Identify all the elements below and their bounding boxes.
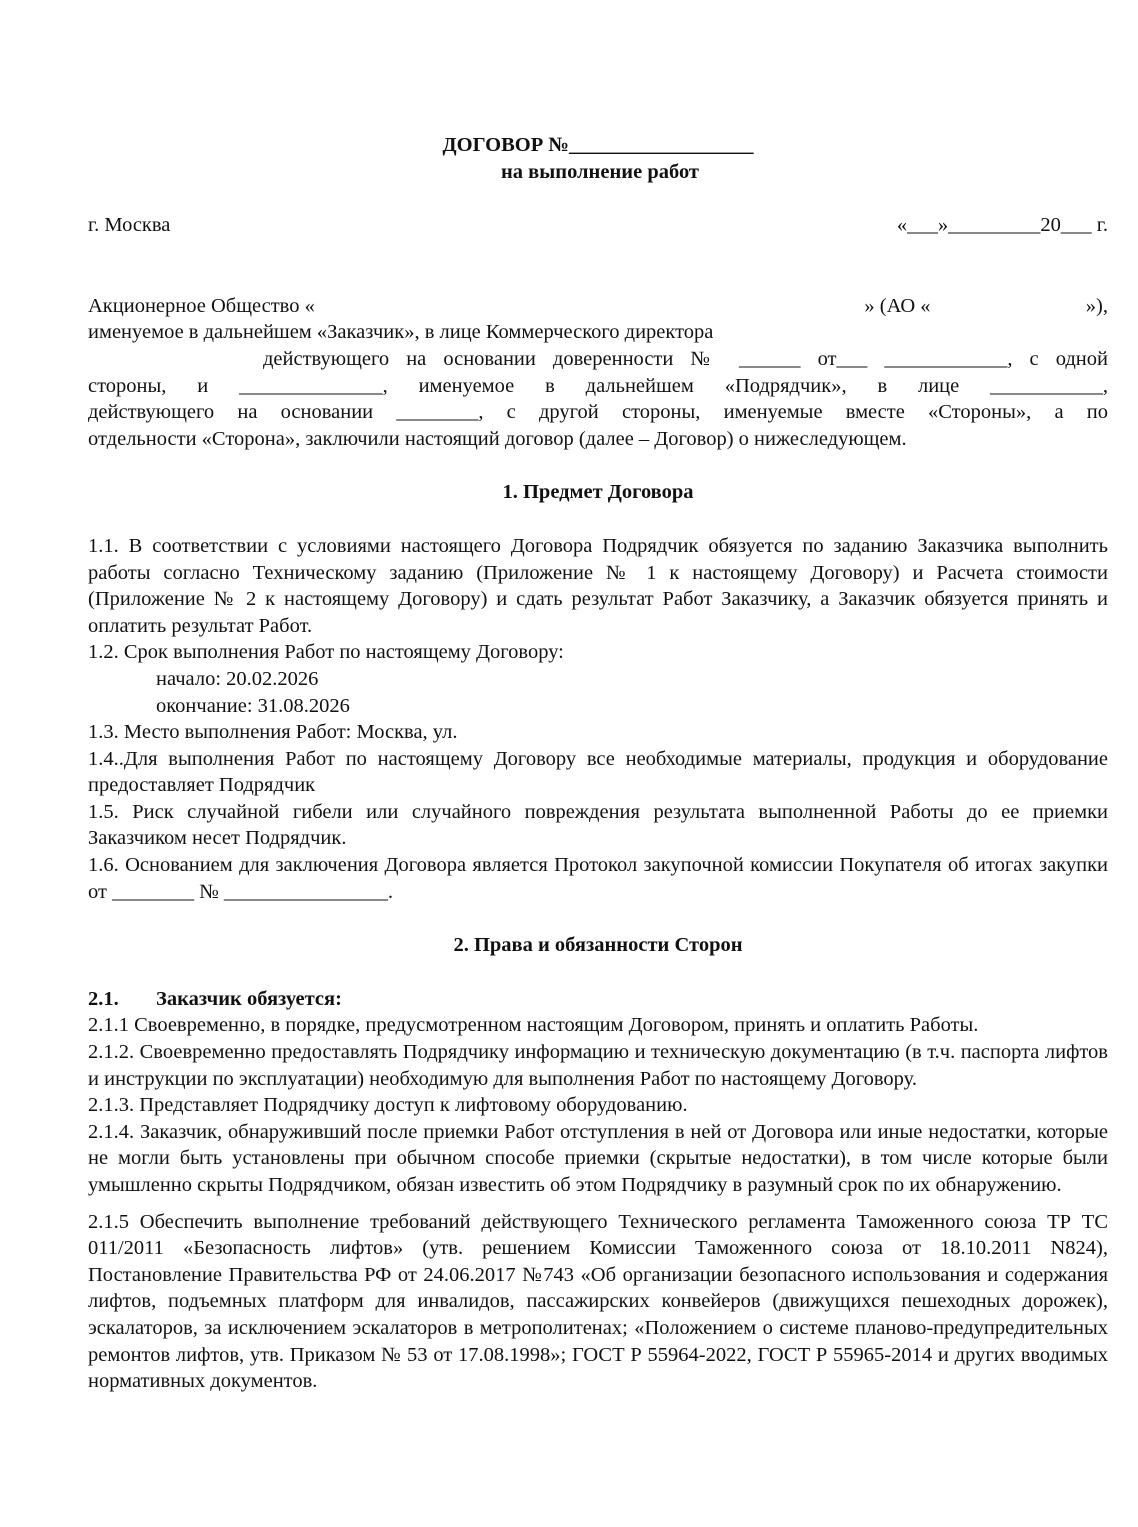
contract-subtitle: на выполнение работ [501, 160, 699, 183]
preamble-line-6: отдельности «Сторона», заключили настоящий договор (далее – Договор) о нижеследующем. [88, 427, 907, 450]
subsection-2-1-label: Заказчик обязуется: [156, 987, 342, 1010]
preamble-company-suffix: »), [1085, 294, 1108, 317]
preamble-line-4: стороны, и ______________, именуемое в дальнейшем «Подрядчик», в лице ___________, [88, 374, 1108, 397]
preamble-line-3: действующего на основании доверенности № ______ от___ ____________, с одной [263, 347, 1108, 370]
clause-2-1-5: 2.1.5 Обеспечить выполнение требований действующего Технического регламента Таможенного союза ТР ТС 011/2011 «Безопасность лифтов» (утв. решением Комиссии Таможенного союза от 18.10.2011 N824), Постановление Правительства РФ от 24.06.2017 №743 «Об организации безопасного использования и содержания лифтов, подъемных платформ для инвалидов, пассажирских конвейеров (движущихся пешеходных дорожек), эскалаторов, за исключением эскалаторов в метрополитенах; «Положением о системе планово-предупредительных ремонтов лифтов, утв. Приказом № 53 от 17.08.1998»; ГОСТ Р 55964-2022, ГОСТ Р 55965-2014 и других вводимых нормативных документов. [88, 1210, 1108, 1393]
clause-1-3: 1.3. Место выполнения Работ: Москва, ул. [88, 721, 458, 744]
subsection-2-1-number: 2.1. [88, 987, 119, 1010]
clause-1-2-end: окончание: 31.08.2026 [156, 694, 350, 717]
section-1-title: 1. Предмет Договора [502, 481, 694, 504]
clause-1-1: 1.1. В соответствии с условиями настоящего Договора Подрядчик обязуется по заданию Заказчика выполнить работы согласно Техническому заданию (Приложение № 1 к настоящему Договору) и Расчета стоимости (Приложение № 2 к настоящему Договору) и сдать результат Работ Заказчику, а Заказчик обязуется принять и оплатить результат Работ. [88, 534, 1108, 637]
clause-2-1-1: 2.1.1 Своевременно, в порядке, предусмотренном настоящим Договором, принять и оплатить Работы. [88, 1014, 979, 1037]
preamble-line-1 [88, 293, 1108, 320]
place-date-row [88, 212, 1108, 239]
document-page [88, 132, 1108, 1395]
clause-1-4: 1.4..Для выполнения Работ по настоящему Договору все необходимые материалы, продукция и оборудование предоставляет Подрядчик [88, 747, 1108, 797]
section-2-title: 2. Права и обязанности Сторон [453, 934, 743, 957]
clause-1-6: 1.6. Основанием для заключения Договора является Протокол закупочной комиссии Покупателя об итогах закупки от ________ № ________________. [88, 854, 1108, 903]
city: г. Москва [88, 214, 171, 237]
contract-date: «___»_________20___ г. [896, 214, 1108, 237]
clause-1-2-start: начало: 20.02.2026 [156, 667, 319, 690]
preamble-company-mid: » (АО « [864, 294, 931, 317]
preamble-line-2: именуемое в дальнейшем «Заказчик», в лице Коммерческого директора [88, 321, 714, 344]
clause-1-2: 1.2. Срок выполнения Работ по настоящему Договору: [88, 641, 564, 664]
preamble [88, 293, 1108, 453]
contract-title: ДОГОВОР №__________________ [442, 134, 754, 156]
clause-2-1-3: 2.1.3. Представляет Подрядчику доступ к лифтовому оборудованию. [88, 1094, 688, 1117]
subsection-2-1-title [88, 986, 1108, 1013]
preamble-company-prefix: Акционерное Общество « [88, 294, 315, 317]
clause-1-5: 1.5. Риск случайной гибели или случайного повреждения результата выполненной Работы до ее приемки Заказчиком несет Подрядчик. [88, 800, 1108, 850]
preamble-line-5: действующего на основании ________, с другой стороны, именуемые вместе «Стороны», а по [88, 401, 1108, 424]
clause-2-1-2: 2.1.2. Своевременно предоставлять Подрядчику информацию и техническую документацию (в т.ч. паспорта лифтов и инструкции по эксплуатации) необходимую для выполнения Работ по настоящему Договору. [88, 1041, 1108, 1090]
clause-2-1-4: 2.1.4. Заказчик, обнаруживший после приемки Работ отступления в ней от Договора или иные недостатки, которые не могли быть установлены при обычном способе приемки (скрытые недостатки), в том числе которые были умышленно скрыты Подрядчиком, обязан известить об этом Подрядчику в разумный срок по их обнаружению. [88, 1120, 1108, 1196]
